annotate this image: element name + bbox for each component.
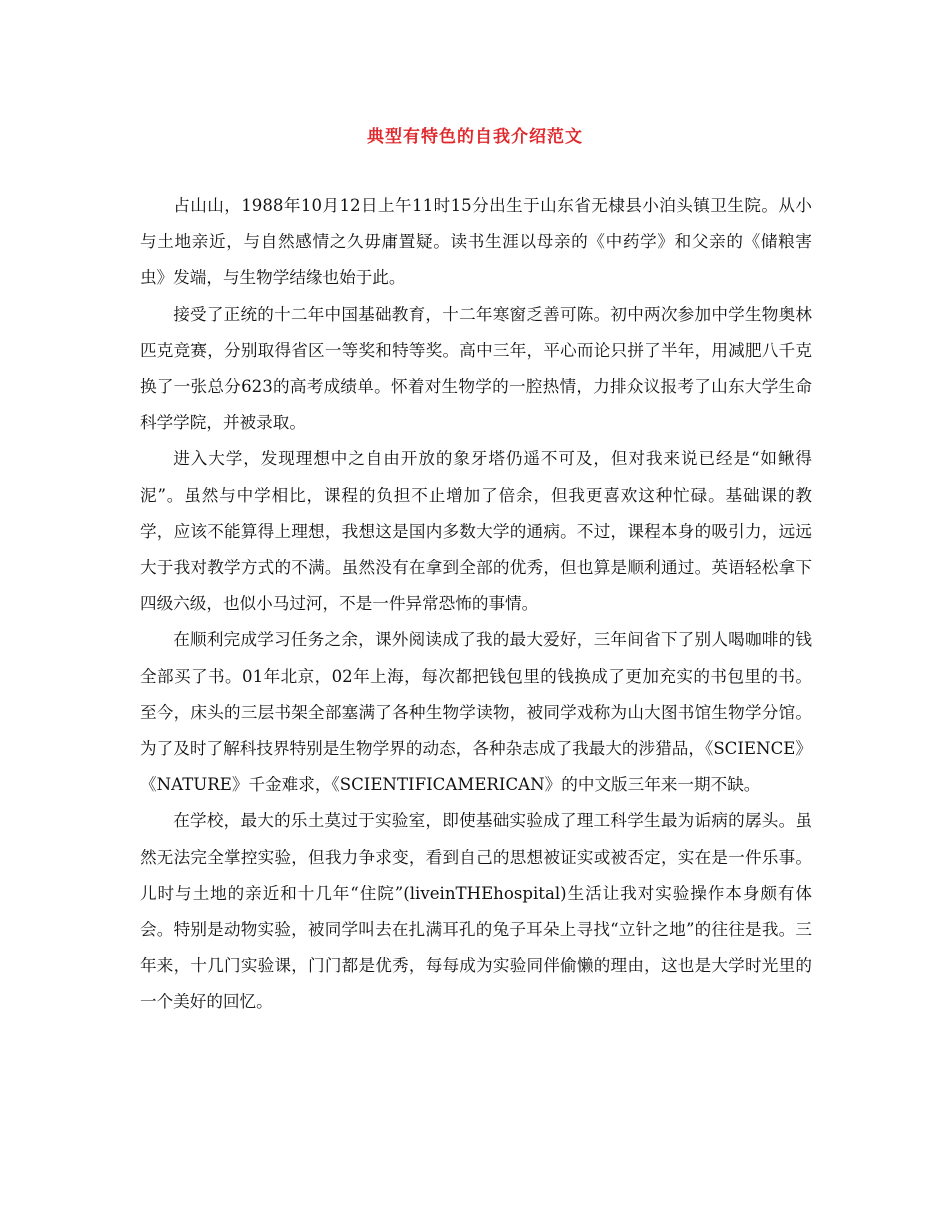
paragraph: 进入大学，发现理想中之自由开放的象牙塔仍遥不可及，但对我来说已经是“如鳅得泥”。虽然与中学相比，课程的负担不止增加了倍余，但我更喜欢这种忙碌。基础课的教学，应该不能算得上理想，我想这是国内多数大学的通病。不过，课程本身的吸引力，远远大于我对教学方式的不满。虽然没有在拿到全部的优秀，但也算是顺利通过。英语轻松拿下四级六级，也似小马过河，不是一件异常恐怖的事情。	[140, 449, 812, 614]
document-title: 典型有特色的自我介绍范文	[367, 127, 583, 147]
paragraph: 在顺利完成学习任务之余，课外阅读成了我的最大爱好，三年间省下了别人喝咖啡的钱全部买了书。01年北京，02年上海，每次都把钱包里的钱换成了更加充实的书包里的书。至今，床头的三层书架全部塞满了各种生物学读物，被同学戏称为山大图书馆生物学分馆。为了及时了解科技界特别是生物学界的动态，各种杂志成了我最大的涉猎品，《SCIENCE》《NATURE》千金难求，《SCIENTIFICAMERICAN》的中文版三年来一期不缺。	[140, 630, 812, 795]
paragraph: 在学校，最大的乐土莫过于实验室，即使基础实验成了理工科学生最为诟病的孱头。虽然无法完全掌控实验，但我力争求变，看到自己的思想被证实或被否定，实在是一件乐事。儿时与土地的亲近和十几年“住院”(liveinTHEhospital)生活让我对实验操作本身颇有体会。特别是动物实验，被同学叫去在扎满耳孔的兔子耳朵上寻找“立针之地”的往往是我。三年来，十几门实验课，门门都是优秀，每每成为实验同伴偷懒的理由，这也是大学时光里的一个美好的回忆。	[140, 811, 812, 1012]
paragraph: 占山山，1988年10月12日上午11时15分出生于山东省无棣县小泊头镇卫生院。从小与土地亲近，与自然感情之久毋庸置疑。读书生涯以母亲的《中药学》和父亲的《储粮害虫》发端，与生物学结缘也始于此。	[140, 196, 812, 288]
document-body	[140, 188, 812, 1021]
paragraph: 接受了正统的十二年中国基础教育，十二年寒窗乏善可陈。初中两次参加中学生物奥林匹克竞赛，分别取得省区一等奖和特等奖。高中三年，平心而论只拼了半年，用减肥八千克换了一张总分623的高考成绩单。怀着对生物学的一腔热情，力排众议报考了山东大学生命科学学院，并被录取。	[140, 304, 812, 433]
